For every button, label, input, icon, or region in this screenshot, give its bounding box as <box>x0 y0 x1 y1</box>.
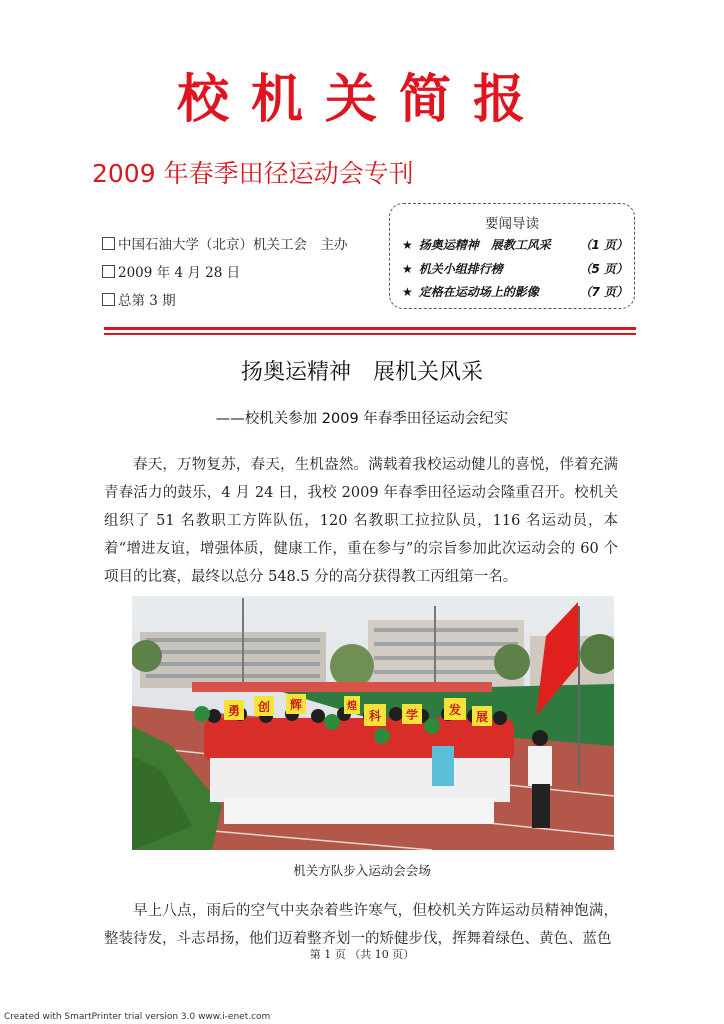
photo-caption: 机关方队步入运动会会场 <box>293 863 431 878</box>
star-icon: ★ <box>402 285 413 299</box>
meta-organizer-text: 中国石油大学（北京）机关工会 主办 <box>118 237 348 253</box>
checkbox-icon <box>102 237 115 250</box>
sign-char: 科 <box>368 709 382 723</box>
sign-char: 勇 <box>227 704 241 718</box>
guide-item-page: （7 页） <box>579 285 628 299</box>
guide-item <box>402 284 628 300</box>
divider-rule <box>104 327 636 330</box>
guide-item <box>402 237 628 253</box>
article-headline: 扬奥运精神 展机关风采 <box>240 360 483 385</box>
flagpole <box>578 606 580 786</box>
meta-issue-text: 总第 3 期 <box>118 293 176 309</box>
meta-organizer <box>102 236 348 254</box>
sign-char: 学 <box>405 708 419 722</box>
guide-item <box>402 261 628 277</box>
checkbox-icon <box>102 293 115 306</box>
guide-item-page: （5 页） <box>579 262 628 276</box>
sign-char: 煌 <box>347 701 357 712</box>
star-icon: ★ <box>402 262 413 276</box>
guide-item-text: 定格在运动场上的影像 <box>418 285 539 299</box>
checkbox-icon <box>102 265 115 278</box>
guide-title: 要闻导读 <box>485 216 539 232</box>
guide-item-text: 扬奥运精神 展教工风采 <box>418 238 551 252</box>
divider-rule <box>104 333 636 335</box>
parade-photo <box>132 596 614 850</box>
article-paragraph: 春天，万物复苏，春天，生机盎然。满载着我校运动健儿的喜悦，伴着充满青春活力的鼓乐，4 月 24 日，我校 2009 年春季田径运动会隆重召开。校机关组织了 51 名教职工方阵队伍，120 名教职工拉拉队员，116 名运动员，本着“增进友谊，增强体质，健康工作，重在参与”的宗旨参加此次运动会的 60 个项目的比赛，最终以总分 548.5 分的高分获得教工丙组第一名。 <box>104 457 618 585</box>
article-paragraph: 早上八点，雨后的空气中夹杂着些许寒气，但校机关方阵运动员精神饱满，整装待发，斗志昂扬，他们迈着整齐划一的矫健步伐，挥舞着绿色、黄色、蓝色 <box>104 903 618 947</box>
page-number: 第 1 页 （共 10 页） <box>309 948 415 961</box>
guide-item-page: （1 页） <box>579 238 628 252</box>
masthead-title: 校机关简报 <box>176 70 547 130</box>
article-subheadline: ——校机关参加 2009 年春季田径运动会纪实 <box>215 411 509 427</box>
meta-issue <box>102 292 176 310</box>
guide-item-text: 机关小组排行榜 <box>418 262 503 276</box>
meta-date <box>102 264 240 282</box>
sign-char: 展 <box>475 710 489 724</box>
sign-char: 辉 <box>289 698 303 712</box>
special-issue-title: 2009 年春季田径运动会专刊 <box>92 159 414 188</box>
sign-char: 创 <box>257 700 271 714</box>
star-icon: ★ <box>402 238 413 252</box>
sign-char: 发 <box>448 703 462 717</box>
footer-watermark: Created with SmartPrinter trial version 3.0 www.i-enet.com <box>4 1012 271 1022</box>
meta-date-text: 2009 年 4 月 28 日 <box>118 265 241 281</box>
